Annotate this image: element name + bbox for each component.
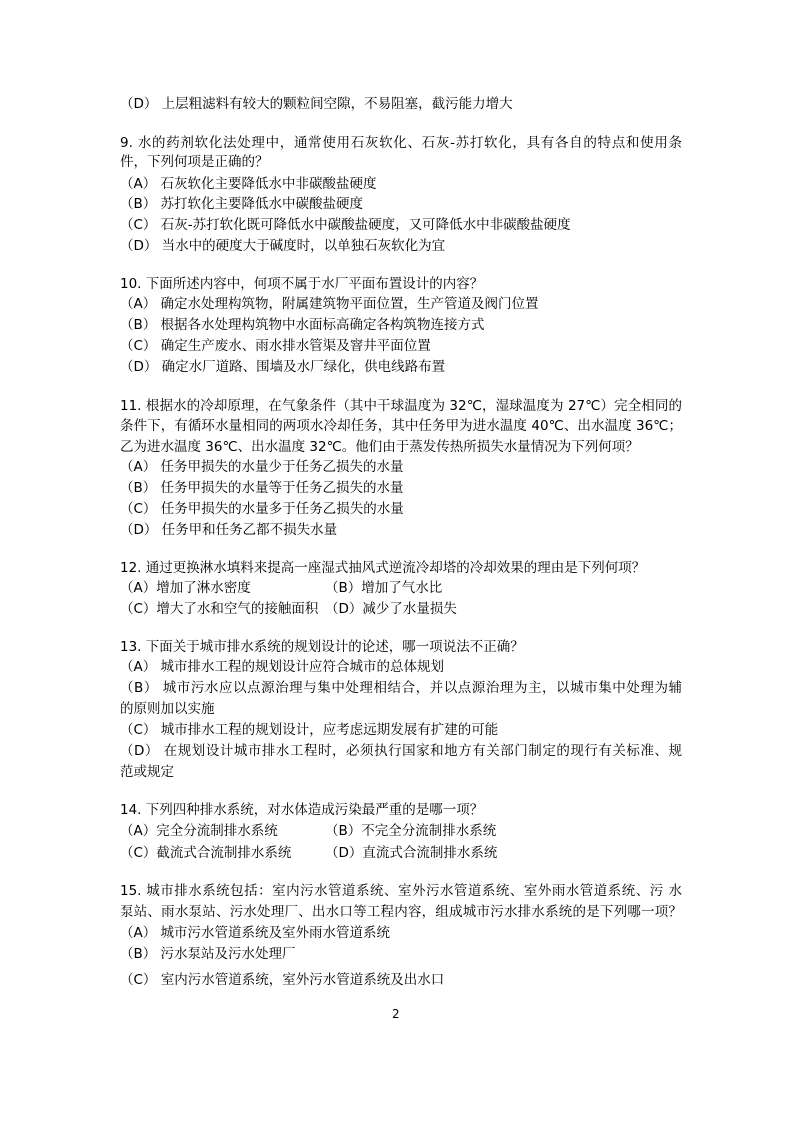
option-row [120,843,682,863]
question-stem: 泵站、雨水泵站、污水处理厂、出水口等工程内容，组成城市污水排水系统的是下列哪一项？ [120,904,682,920]
option-c: （C）增大了水和空气的接触面积 [120,601,319,617]
question-stem: 条件下，有循环水量相同的两项水冷却任务，其中任务甲为进水温度 40℃、出水温度 36℃； [120,418,682,434]
option-c: （C） 石灰-苏打软化既可降低水中碳酸盐硬度，又可降低水中非碳酸盐硬度 [120,217,571,233]
option-a: （A） 城市污水管道系统及室外雨水管道系统 [120,925,391,941]
option-c: （C） 确定生产废水、雨水排水管渠及窨井平面位置 [120,338,431,354]
option-c: （C） 城市排水工程的规划设计，应考虑远期发展有扩建的可能 [120,722,499,738]
option-c: （C） 室内污水管道系统，室外污水管道系统及出水口 [120,972,445,988]
option-b: （B） 污水泵站及污水处理厂 [120,946,296,962]
option-b: （B）增加了气水比 [325,580,443,596]
question-stem: 12. 通过更换淋水填料来提高一座湿式抽风式逆流冷却塔的冷却效果的理由是下列何项？ [120,560,646,576]
question-stem: 件，下列何项是正确的？ [120,154,269,170]
option-a: （A） 石灰软化主要降低水中非碳酸盐硬度 [120,176,377,192]
question-stem: 10. 下面所述内容中，何项不属于水厂平面布置设计的内容？ [120,276,484,292]
option-b: （B） 根据各水处理构筑物中水面标高确定各构筑物连接方式 [120,317,485,333]
option-b: （B）不完全分流制排水系统 [325,823,497,839]
option-c: （C） 任务甲损失的水量多于任务乙损失的水量 [120,501,404,517]
option-a: （A）增加了淋水密度 [120,580,251,596]
option-b: （B） 城市污水应以点源治理与集中处理相结合，并以点源治理为主，以城市集中处理为辅 [120,680,682,696]
option-b-cont: 的原则加以实施 [120,701,215,717]
option-d: （D） 任务甲和任务乙都不损失水量 [120,522,338,538]
question-stem: 14. 下列四种排水系统，对水体造成污染最严重的是哪一项？ [120,802,484,818]
option-d: （D） 上层粗滤料有较大的颗粒间空隙，不易阻塞，截污能力增大 [120,96,513,112]
option-row [120,578,682,598]
option-a: （A） 城市排水工程的规划设计应符合城市的总体规划 [120,659,445,675]
option-a: （A） 确定水处理构筑物，附属建筑物平面位置，生产管道及阀门位置 [120,296,539,312]
option-a: （A） 任务甲损失的水量少于任务乙损失的水量 [120,459,404,475]
option-b: （B） 任务甲损失的水量等于任务乙损失的水量 [120,480,404,496]
question-stem: 乙为进水温度 36℃、出水温度 32℃。他们由于蒸发传热所损失水量情况为下列何项？ [120,439,639,455]
option-c: （C）截流式合流制排水系统 [120,845,292,861]
option-d: （D） 在规划设计城市排水工程时，必须执行国家和地方有关部门制定的现行有关标准、规 [120,743,682,759]
question-stem: 9. 水的药剂软化法处理中，通常使用石灰软化、石灰-苏打软化，具有各自的特点和使用条 [120,135,682,151]
option-a: （A）完全分流制排水系统 [120,823,278,839]
option-d-cont: 范或规定 [120,764,174,780]
question-stem: 15. 城市排水系统包括：室内污水管道系统、室外污水管道系统、室外雨水管道系统、污 水 [120,883,682,899]
question-stem: 13. 下面关于城市排水系统的规划设计的论述，哪一项说法不正确？ [120,639,524,655]
page-number: 2 [392,1007,400,1021]
option-d: （D）直流式合流制排水系统 [325,845,498,861]
option-d: （D）减少了水量损失 [325,601,457,617]
question-stem: 11. 根据水的冷却原理，在气象条件（其中干球温度为 32℃，湿球温度为 27℃）完全相同的 [120,398,682,414]
option-d: （D） 当水中的硬度大于碱度时，以单独石灰软化为宜 [120,238,446,254]
option-row [120,599,682,619]
option-b: （B） 苏打软化主要降低水中碳酸盐硬度 [120,196,364,212]
option-d: （D） 确定水厂道路、围墙及水厂绿化，供电线路布置 [120,359,446,375]
option-row [120,821,682,841]
